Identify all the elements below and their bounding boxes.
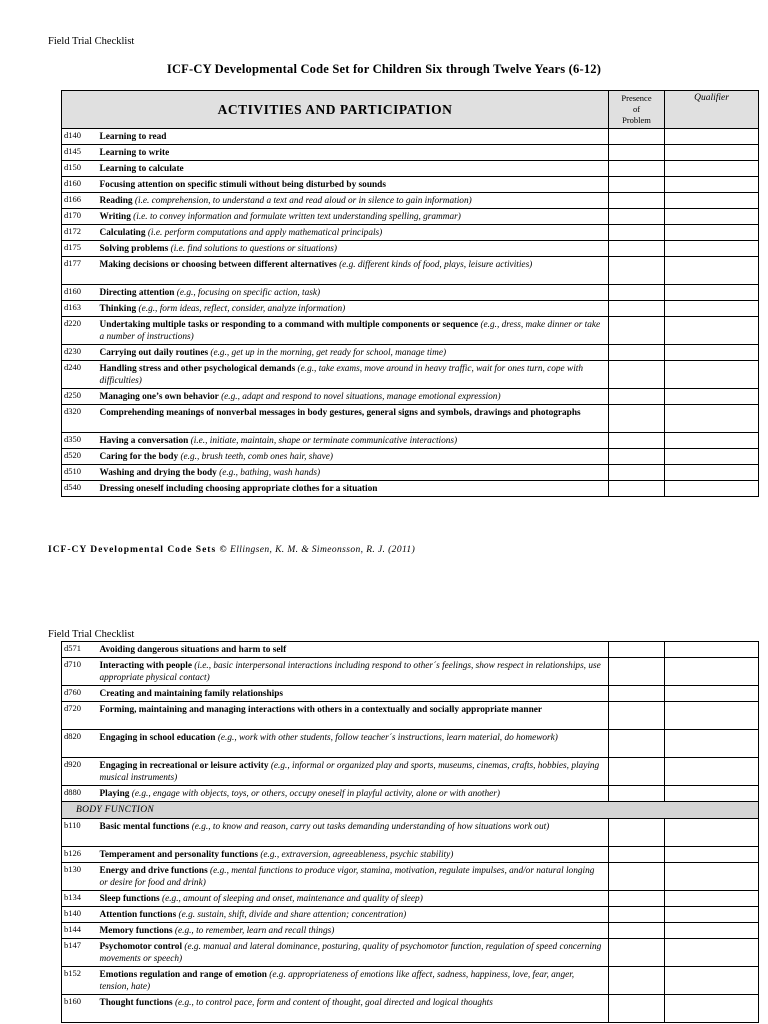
checklist-row [62, 449, 759, 465]
item-code: b152 [62, 967, 96, 995]
checklist-row [62, 145, 759, 161]
item-description [96, 891, 609, 907]
item-description [96, 642, 609, 658]
item-description [96, 433, 609, 449]
checklist-row [62, 405, 759, 433]
checklist-row [62, 758, 759, 786]
item-description [96, 129, 609, 145]
item-code: b110 [62, 819, 96, 847]
checklist-row [62, 241, 759, 257]
item-description [96, 361, 609, 389]
checklist-row [62, 285, 759, 301]
checklist-row [62, 389, 759, 405]
checklist-row [62, 863, 759, 891]
item-description [96, 847, 609, 863]
presence-cell[interactable] [609, 177, 665, 193]
checklist-row [62, 209, 759, 225]
page-header-2: Field Trial Checklist [48, 629, 135, 640]
qualifier-cell[interactable] [665, 145, 759, 161]
qualifier-cell[interactable] [665, 686, 759, 702]
item-detail: (e.g., amount of sleeping and onset, maintenance and quality of sleep) [162, 894, 423, 904]
presence-cell[interactable] [609, 209, 665, 225]
page-header: Field Trial Checklist [48, 36, 135, 47]
item-name: Writing [99, 212, 131, 222]
checklist-row [62, 193, 759, 209]
item-detail: (e.g., form ideas, reflect, consider, analyze information) [138, 304, 346, 314]
item-description [96, 241, 609, 257]
item-code: d820 [62, 730, 96, 758]
item-description [96, 209, 609, 225]
item-description [96, 702, 609, 730]
item-code: d710 [62, 658, 96, 686]
item-code: d166 [62, 193, 96, 209]
presence-cell[interactable] [609, 301, 665, 317]
item-code: b130 [62, 863, 96, 891]
item-name: Forming, maintaining and managing interactions with others in a contextually and socially appropriate manner [99, 705, 542, 715]
item-name: Avoiding dangerous situations and harm to self [99, 645, 287, 655]
item-detail: (e.g., to control pace, form and content of thought, goal directed and logical thoughts [174, 998, 493, 1008]
item-description [96, 317, 609, 345]
item-name: Thought functions [99, 998, 173, 1008]
qualifier-cell[interactable] [665, 209, 759, 225]
checklist-row [62, 361, 759, 389]
qualifier-cell[interactable] [665, 317, 759, 345]
item-code: d250 [62, 389, 96, 405]
checklist-row [62, 891, 759, 907]
qualifier-cell[interactable] [665, 225, 759, 241]
qualifier-cell[interactable] [665, 465, 759, 481]
qualifier-cell[interactable] [665, 847, 759, 863]
item-detail: (i.e. comprehension, to understand a text and read aloud or in silence to gain information) [134, 196, 472, 206]
item-code: d175 [62, 241, 96, 257]
item-description [96, 863, 609, 891]
item-description [96, 193, 609, 209]
item-code: d150 [62, 161, 96, 177]
qualifier-cell[interactable] [665, 923, 759, 939]
item-description [96, 465, 609, 481]
item-detail: (i.e., initiate, maintain, shape or terminate communicative interactions) [190, 436, 458, 446]
item-code: d520 [62, 449, 96, 465]
qualifier-cell[interactable] [665, 345, 759, 361]
item-name: Solving problems [99, 244, 169, 254]
presence-cell[interactable] [609, 433, 665, 449]
checklist-row [62, 907, 759, 923]
item-code: d510 [62, 465, 96, 481]
item-description [96, 389, 609, 405]
qualifier-cell[interactable] [665, 658, 759, 686]
qualifier-cell[interactable] [665, 863, 759, 891]
presence-cell[interactable] [609, 241, 665, 257]
checklist-row [62, 702, 759, 730]
presence-cell[interactable] [609, 361, 665, 389]
checklist-row [62, 730, 759, 758]
presence-cell[interactable] [609, 786, 665, 802]
item-code: d920 [62, 758, 96, 786]
checklist-row [62, 686, 759, 702]
item-code: d880 [62, 786, 96, 802]
item-detail: (e.g., take exams, move around in heavy traffic, wait for ones turn, cope with difficulties) [99, 364, 584, 386]
item-code: d540 [62, 481, 96, 497]
item-detail: (i.e. perform computations and apply mathematical principals) [147, 228, 383, 238]
item-detail: (e.g., brush teeth, comb ones hair, shave) [180, 452, 334, 462]
presence-cell[interactable] [609, 193, 665, 209]
item-name: Playing [99, 789, 130, 799]
presence-cell[interactable] [609, 129, 665, 145]
item-code: d160 [62, 285, 96, 301]
presence-cell[interactable] [609, 481, 665, 497]
item-description [96, 907, 609, 923]
item-name: Emotions regulation and range of emotion [99, 970, 267, 980]
item-description [96, 658, 609, 686]
qualifier-cell[interactable] [665, 405, 759, 433]
item-name: Reading [99, 196, 133, 206]
presence-cell[interactable] [609, 967, 665, 995]
item-detail: (e.g. manual and lateral dominance, posturing, quality of psychomotor function, regulation of speed concerning movements or speech) [99, 942, 602, 964]
item-code: d220 [62, 317, 96, 345]
item-code: d177 [62, 257, 96, 285]
qualifier-cell[interactable] [665, 433, 759, 449]
item-detail: (e.g. appropriateness of emotions like affect, sadness, happiness, love, fear, anger, tension, hate) [99, 970, 575, 992]
checklist-row [62, 847, 759, 863]
presence-cell[interactable] [609, 465, 665, 481]
item-detail: (e.g., bathing, wash hands) [219, 468, 321, 478]
item-code: d320 [62, 405, 96, 433]
item-name: Handling stress and other psychological demands [99, 364, 296, 374]
checklist-row [62, 939, 759, 967]
item-code: d240 [62, 361, 96, 389]
item-name: Creating and maintaining family relationships [99, 689, 284, 699]
checklist-row [62, 129, 759, 145]
qualifier-cell[interactable] [665, 129, 759, 145]
presence-cell[interactable] [609, 161, 665, 177]
item-description [96, 481, 609, 497]
item-description [96, 225, 609, 241]
item-description [96, 257, 609, 285]
item-description [96, 145, 609, 161]
item-detail: (e.g., focusing on specific action, task) [176, 288, 321, 298]
item-code: b144 [62, 923, 96, 939]
item-detail: (e.g., dress, make dinner or take a number of instructions) [99, 320, 601, 342]
item-detail: (i.e., basic interpersonal interactions including respond to other´s feelings, show respect in relationships, use appropriate physical contact) [99, 661, 601, 683]
item-description [96, 161, 609, 177]
presence-cell[interactable] [609, 847, 665, 863]
section-heading: ACTIVITIES AND PARTICIPATION [62, 91, 609, 129]
qualifier-cell[interactable] [665, 891, 759, 907]
item-detail: (e.g. different kinds of food, plays, leisure activities) [339, 260, 533, 270]
item-name: Temperament and personality functions [99, 850, 258, 860]
presence-cell[interactable] [609, 449, 665, 465]
item-name: Engaging in recreational or leisure activity [99, 761, 269, 771]
item-name: Calculating [99, 228, 146, 238]
item-code: d145 [62, 145, 96, 161]
checklist-row [62, 317, 759, 345]
item-description [96, 758, 609, 786]
item-name: Undertaking multiple tasks or responding to a command with multiple components or sequence [99, 320, 479, 330]
qualifier-cell[interactable] [665, 730, 759, 758]
checklist-row [62, 786, 759, 802]
presence-cell[interactable] [609, 225, 665, 241]
item-code: d571 [62, 642, 96, 658]
item-code: b147 [62, 939, 96, 967]
checklist-row [62, 225, 759, 241]
item-name: Memory functions [99, 926, 173, 936]
item-code: d160 [62, 177, 96, 193]
item-name: Directing attention [99, 288, 175, 298]
item-code: d163 [62, 301, 96, 317]
qualifier-cell[interactable] [665, 786, 759, 802]
item-description [96, 939, 609, 967]
qualifier-cell[interactable] [665, 285, 759, 301]
item-description [96, 967, 609, 995]
item-code: b126 [62, 847, 96, 863]
checklist-row [62, 465, 759, 481]
item-detail: (e.g. sustain, shift, divide and share attention; concentration) [178, 910, 407, 920]
presence-cell[interactable] [609, 658, 665, 686]
item-name: Managing one’s own behavior [99, 392, 219, 402]
presence-cell[interactable] [609, 642, 665, 658]
checklist-row [62, 481, 759, 497]
checklist-table-1 [61, 90, 759, 497]
qualifier-cell[interactable] [665, 939, 759, 967]
item-detail: (e.g., to remember, learn and recall things) [174, 926, 335, 936]
item-description [96, 285, 609, 301]
item-detail: (e.g., extraversion, agreeableness, psychic stability) [260, 850, 454, 860]
qualifier-cell[interactable] [665, 758, 759, 786]
qualifier-cell[interactable] [665, 449, 759, 465]
presence-cell[interactable] [609, 285, 665, 301]
item-code: b134 [62, 891, 96, 907]
checklist-row [62, 642, 759, 658]
item-code: d140 [62, 129, 96, 145]
item-description [96, 405, 609, 433]
item-description [96, 923, 609, 939]
item-code: d760 [62, 686, 96, 702]
presence-cell[interactable] [609, 686, 665, 702]
qualifier-cell[interactable] [665, 389, 759, 405]
checklist-row [62, 967, 759, 995]
item-code: d350 [62, 433, 96, 449]
checklist-row [62, 301, 759, 317]
qualifier-cell[interactable] [665, 702, 759, 730]
item-name: Basic mental functions [99, 822, 190, 832]
checklist-row [62, 161, 759, 177]
item-detail: (e.g., to know and reason, carry out tasks demanding understanding of how situations work out) [191, 822, 550, 832]
presence-cell[interactable] [609, 995, 665, 1023]
item-name: Engaging in school education [99, 733, 216, 743]
qualifier-cell[interactable] [665, 177, 759, 193]
item-name: Learning to write [99, 148, 170, 158]
item-description [96, 177, 609, 193]
presence-cell[interactable] [609, 702, 665, 730]
qualifier-cell[interactable] [665, 301, 759, 317]
item-detail: (e.g., mental functions to produce vigor, stamina, motivation, regulate impulses, and/or natural longing or desire for food and drink) [99, 866, 595, 888]
item-description [96, 995, 609, 1023]
qualifier-cell[interactable] [665, 361, 759, 389]
qualifier-cell[interactable] [665, 642, 759, 658]
item-name: Psychomotor control [99, 942, 183, 952]
checklist-row [62, 819, 759, 847]
item-name: Focusing attention on specific stimuli without being disturbed by sounds [99, 180, 386, 190]
item-description [96, 786, 609, 802]
item-name: Attention functions [99, 910, 177, 920]
item-detail: (e.g., get up in the morning, get ready for school, manage time) [210, 348, 447, 358]
item-name: Learning to read [99, 132, 167, 142]
presence-cell[interactable] [609, 863, 665, 891]
item-name: Thinking [99, 304, 137, 314]
item-description [96, 449, 609, 465]
item-code: d172 [62, 225, 96, 241]
qualifier-cell[interactable] [665, 161, 759, 177]
item-code: b140 [62, 907, 96, 923]
presence-cell[interactable] [609, 923, 665, 939]
item-name: Energy and drive functions [99, 866, 208, 876]
body-function-heading: BODY FUNCTION [62, 802, 759, 819]
item-detail: (e.g., engage with objects, toys, or others, occupy oneself in playful activity, alone or with another) [131, 789, 500, 799]
item-name: Comprehending meanings of nonverbal messages in body gestures, general signs and symbols, drawings and photographs [99, 408, 581, 418]
qualifier-cell[interactable] [665, 907, 759, 923]
qualifier-cell[interactable] [665, 481, 759, 497]
item-description [96, 345, 609, 361]
item-detail: (i.e. to convey information and formulate written text understanding spelling, grammar) [133, 212, 461, 222]
qualifier-cell[interactable] [665, 241, 759, 257]
document-title: ICF-CY Developmental Code Set for Children Six through Twelve Years (6-12) [166, 62, 602, 76]
item-detail: (e.g., informal or organized play and sports, museums, cinemas, crafts, hobbies, playing musical instruments) [99, 761, 600, 783]
item-description [96, 686, 609, 702]
presence-cell[interactable] [609, 257, 665, 285]
checklist-row [62, 658, 759, 686]
copyright-footer: ICF-CY Developmental Code Sets © Ellingsen, K. M. & Simeonsson, R. J. (2011) [48, 545, 416, 555]
presence-cell[interactable] [609, 819, 665, 847]
item-detail: (i.e. find solutions to questions or situations) [170, 244, 337, 254]
checklist-row [62, 995, 759, 1023]
presence-cell[interactable] [609, 758, 665, 786]
qualifier-column-header: Qualifier [665, 91, 759, 129]
item-code: d230 [62, 345, 96, 361]
checklist-row [62, 257, 759, 285]
item-code: d720 [62, 702, 96, 730]
checklist-row [62, 433, 759, 449]
presence-cell[interactable] [609, 405, 665, 433]
presence-cell[interactable] [609, 317, 665, 345]
item-description [96, 819, 609, 847]
checklist-row [62, 923, 759, 939]
item-name: Learning to calculate [99, 164, 184, 174]
presence-column-header: Presence of Problem [609, 91, 665, 129]
presence-cell[interactable] [609, 939, 665, 967]
item-name: Having a conversation [99, 436, 189, 446]
qualifier-cell[interactable] [665, 995, 759, 1023]
item-code: b160 [62, 995, 96, 1023]
presence-cell[interactable] [609, 145, 665, 161]
checklist-table-2 [61, 641, 759, 1023]
qualifier-cell[interactable] [665, 193, 759, 209]
item-code: d170 [62, 209, 96, 225]
presence-cell[interactable] [609, 345, 665, 361]
checklist-row [62, 177, 759, 193]
item-detail: (e.g., work with other students, follow teacher´s instructions, learn material, do homework) [217, 733, 558, 743]
qualifier-cell[interactable] [665, 819, 759, 847]
item-name: Sleep functions [99, 894, 160, 904]
item-description [96, 301, 609, 317]
presence-cell[interactable] [609, 891, 665, 907]
presence-cell[interactable] [609, 907, 665, 923]
item-name: Making decisions or choosing between different alternatives [99, 260, 337, 270]
qualifier-cell[interactable] [665, 257, 759, 285]
checklist-row [62, 345, 759, 361]
item-description [96, 730, 609, 758]
item-name: Washing and drying the body [99, 468, 217, 478]
item-name: Dressing oneself including choosing appropriate clothes for a situation [99, 484, 378, 494]
qualifier-cell[interactable] [665, 967, 759, 995]
item-name: Caring for the body [99, 452, 179, 462]
presence-cell[interactable] [609, 389, 665, 405]
item-name: Carrying out daily routines [99, 348, 209, 358]
item-detail: (e.g., adapt and respond to novel situations, manage emotional expression) [221, 392, 501, 402]
presence-cell[interactable] [609, 730, 665, 758]
item-name: Interacting with people [99, 661, 192, 671]
